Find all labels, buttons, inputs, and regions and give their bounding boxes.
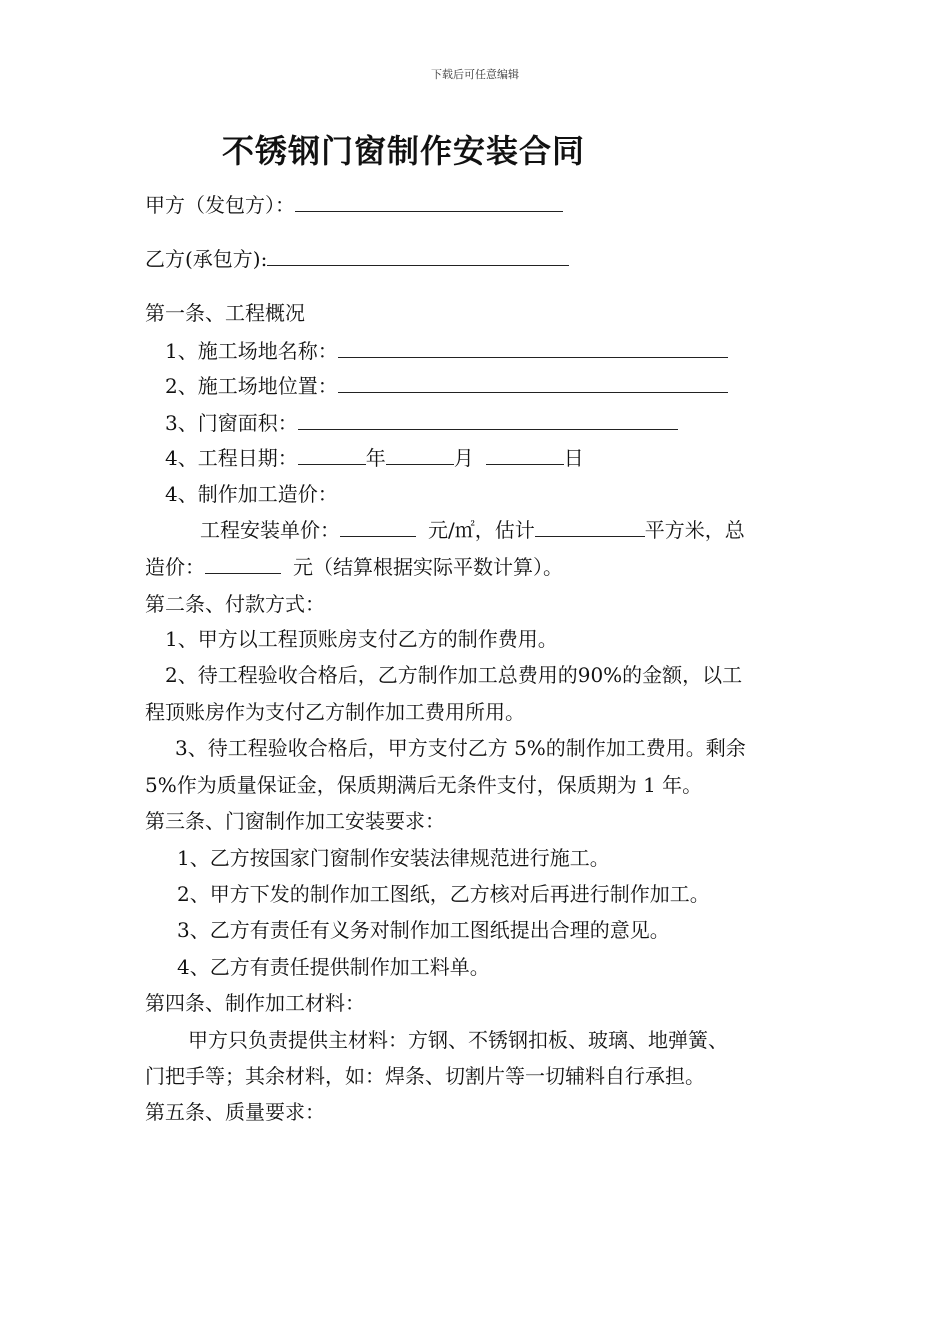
- party-b-label: 乙方(承包方):: [145, 247, 268, 271]
- date-label: 4、工程日期：: [165, 446, 298, 470]
- article2-heading: 第二条、付款方式：: [145, 592, 325, 616]
- unit-price-blank[interactable]: [340, 516, 416, 537]
- site-location-line: [165, 372, 728, 400]
- cost-label: 4、制作加工造价：: [165, 482, 338, 506]
- day-blank[interactable]: [486, 444, 564, 465]
- site-name-line: [165, 337, 728, 365]
- document-title: 不锈钢门窗制作安装合同: [222, 132, 586, 170]
- unit-price-label: 工程安装单价：: [200, 518, 340, 542]
- month-blank[interactable]: [386, 444, 454, 465]
- party-a-label: 甲方（发包方）：: [145, 193, 295, 217]
- party-b-blank[interactable]: [267, 245, 569, 266]
- article3-item1: 1、乙方按国家门窗制作安装法律规范进行施工。: [177, 846, 610, 870]
- article2-item3-line1: 3、待工程验收合格后，甲方支付乙方 5%的制作加工费用。剩余: [175, 736, 746, 760]
- unit-price-line: [200, 516, 745, 544]
- total-note: 元（结算根据实际平数计算）。: [293, 555, 563, 579]
- article4-heading: 第四条、制作加工材料：: [145, 991, 365, 1015]
- article4-line1: 甲方只负责提供主材料：方钢、不锈钢扣板、玻璃、地弹簧、: [188, 1028, 728, 1052]
- year-blank[interactable]: [298, 444, 366, 465]
- party-a-blank[interactable]: [295, 191, 563, 212]
- party-b-line: [145, 245, 569, 273]
- day-text: 日: [563, 446, 584, 470]
- header-note: 下载后可任意编辑: [431, 68, 519, 81]
- site-location-blank[interactable]: [338, 372, 728, 393]
- area-unit: 平方米，总: [644, 518, 745, 542]
- estimated-area-blank[interactable]: [535, 516, 645, 537]
- total-line: [145, 553, 563, 581]
- unit-price-unit: 元/㎡，估计: [428, 518, 535, 542]
- area-label: 3、门窗面积：: [165, 411, 298, 435]
- article3-heading: 第三条、门窗制作加工安装要求：: [145, 809, 445, 833]
- area-line: [165, 409, 678, 437]
- article3-item3: 3、乙方有责任有义务对制作加工图纸提出合理的意见。: [177, 918, 670, 942]
- party-a-line: [145, 191, 563, 219]
- total-blank[interactable]: [205, 553, 281, 574]
- site-name-label: 1、施工场地名称：: [165, 339, 338, 363]
- article2-item2-line1: 2、待工程验收合格后，乙方制作加工总费用的90%的金额，以工: [165, 663, 743, 687]
- site-location-label: 2、施工场地位置：: [165, 374, 338, 398]
- article2-item1: 1、甲方以工程顶账房支付乙方的制作费用。: [165, 627, 558, 651]
- article3-item4: 4、乙方有责任提供制作加工料单。: [177, 955, 490, 979]
- site-name-blank[interactable]: [338, 337, 728, 358]
- area-blank[interactable]: [298, 409, 678, 430]
- total-label: 造价：: [145, 555, 205, 579]
- article5-heading: 第五条、质量要求：: [145, 1100, 325, 1124]
- year-text: 年: [365, 446, 386, 470]
- article4-line2: 门把手等；其余材料，如：焊条、切割片等一切辅料自行承担。: [145, 1064, 705, 1088]
- article2-item3-line2: 5%作为质量保证金，保质期满后无条件支付，保质期为 1 年。: [145, 773, 703, 797]
- article2-item2-line2: 程顶账房作为支付乙方制作加工费用所用。: [145, 700, 525, 724]
- month-text: 月: [453, 446, 474, 470]
- date-line: [165, 444, 584, 472]
- article1-heading: 第一条、工程概况: [145, 301, 305, 325]
- article3-item2: 2、甲方下发的制作加工图纸，乙方核对后再进行制作加工。: [177, 882, 710, 906]
